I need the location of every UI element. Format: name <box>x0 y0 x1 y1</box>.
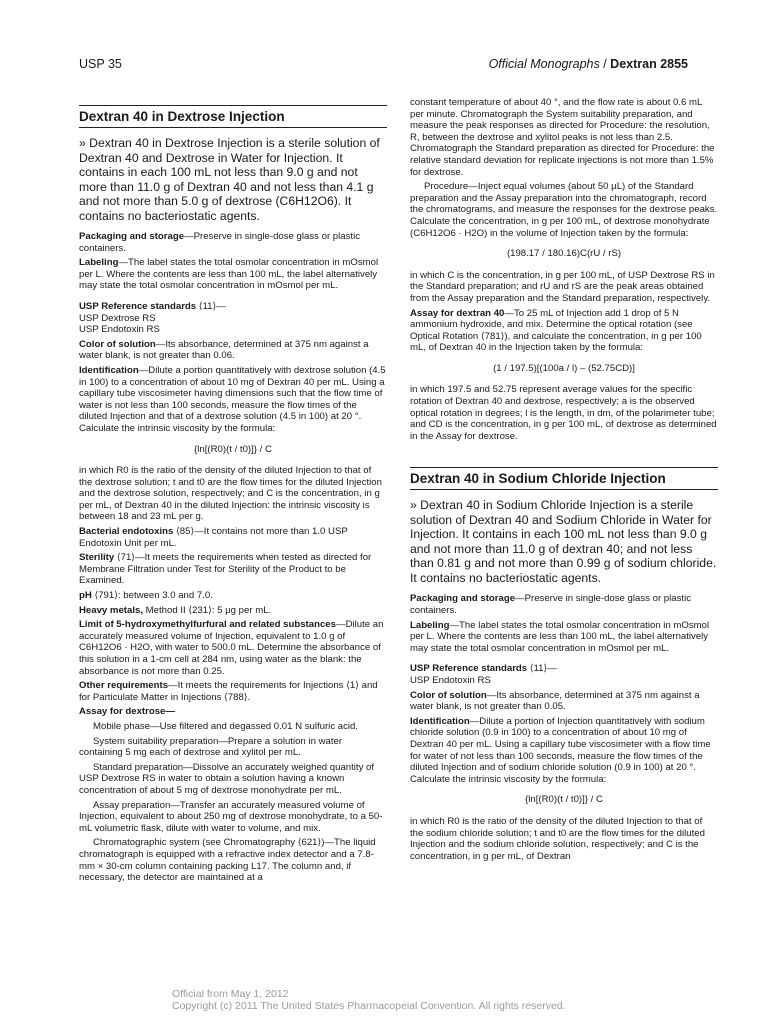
standard-preparation: Standard preparation—Dissolve an accurately weighed quantity of USP Dextrose RS in water to obtain a solution having a known concentration of about 5 mg of dextrose monohydrate per mL. <box>79 761 375 796</box>
bacterial-endotoxins: Bacterial endotoxins ⟨85⟩—It contains not more than 1.0 USP Endotoxin Unit per mL. <box>79 526 348 549</box>
dextrose-formula-explanation: in which C is the concentration, in g per 100 mL, of USP Dextrose RS in the Standard preparation; and rU and rS are the peak areas obtained from the Assay preparation and the Standard preparation, respectively. <box>410 269 715 304</box>
header-section: Official Monographs <box>488 57 600 71</box>
right-column <box>410 97 718 865</box>
running-header-left: USP 35 <box>79 57 122 71</box>
dextrose-formula: (198.17 / 180.16)C(rU / rS) <box>506 248 622 260</box>
assay-dextrose-heading: Assay for dextrose— <box>79 706 175 718</box>
formula-explanation: in which R0 is the ratio of the density of the diluted Injection to that of the dextrose solution; t and t0 are the flow times for the diluted Injection and the dextrose solution, respectively; and C is the concentration, in g per mL, of Dextran 40 in the diluted Injection: the intrinsic viscosity is between 18 and 23 mL per g. <box>79 465 382 523</box>
mobile-phase: Mobile phase—Use filtered and degassed 0.01 N sulfuric acid. <box>93 720 359 732</box>
identification-2: Identification—Dilute a portion of Injection quantitatively with sodium chloride solution (0.9 in 100) to a concentration of about 10 mg of Dextran 40 per mL. Using a capillary tube viscosimeter with a flow time for water of not less than 100 seconds, measure the flow times of the diluted Injection and of sodium chloride solution (0.9 in 100) at 20 °. Calculate the intrinsic viscosity by the formula: <box>410 715 711 785</box>
labeling: Labeling—The label states the total osmolar concentration in mOsmol per L. Where the contents are less than 100 mL, the label alternatively may state the total osmolar concentration in mOsmol per mL. <box>79 257 379 292</box>
chromatography-continued: constant temperature of about 40 °, and the flow rate is about 0.6 mL per minute. Chromatograph the System suitability preparation, and measure the peak responses as directed for Procedure: the resolution, R, between the dextrose and xylitol peaks is not less than 2.5. Chromatograph the Standard preparation as directed for Procedure: the relative standard deviation for replicate injections is not more than 1.5% for dextrose. <box>410 97 715 178</box>
monograph-intro-2: » Dextran 40 in Sodium Chloride Injection is a sterile solution of Dextran 40 and Sodium Chloride in Water for Injection. It contains in each 100 mL not less than 9.0 g and not more than 11.0 g of dextran 40; and not less than 0.81 g and not more than 0.99 g of sodium chloride. It contains no bacteriostatic agents. <box>410 498 717 585</box>
packaging-storage: Packaging and storage—Preserve in single-dose glass or plastic containers. <box>79 231 360 254</box>
dextran-formula-explanation: in which 197.5 and 52.75 represent average values for the specific rotation of Dextran 40 and dextrose, respectively; a is the observed optical rotation in degrees; l is the length, in dm, of the polarimeter tube; and CD is the concentration, in g per 100 mL, of dextrose as determined in the Assay for dextrose. <box>410 384 717 442</box>
monograph-title-2: Dextran 40 in Sodium Chloride Injection <box>410 471 666 487</box>
viscosity-formula: {ln[(R0)(t / t0)]} / C <box>194 443 272 455</box>
packaging-storage-2: Packaging and storage—Preserve in single-dose glass or plastic containers. <box>410 593 691 617</box>
title-rule <box>79 105 387 106</box>
heavy-metals: Heavy metals, Method II ⟨231⟩: 5 µg per mL. <box>79 604 272 616</box>
identification: Identification—Dilute a portion quantitatively with dextrose solution (4.5 in 100) to a concentration of about 10 mg of Dextran 40 per mL. Using a capillary tube viscosimeter having dimensions such that the flow time of water is not less than 100 seconds, measure the flow times of the diluted Injection and that of a dextrose solution (4.5 in 100) at 20 °. Calculate the intrinsic viscosity by the formula: <box>79 364 386 434</box>
limit-hmf: Limit of 5-hydroxymethylfurfural and related substances—Dilute an accurately measured volume of Injection, equivalent to 1.0 g of C6H12O6 · H2O, with water to 500.0 mL. Determine the absorbance of this solution in a 1-cm cell at 284 nm, using water as the blank: the absorbance is not more than 0.25. <box>79 619 384 677</box>
assay-dextran-40: Assay for dextran 40—To 25 mL of Injection add 1 drop of 5 N ammonium hydroxide, and mix. Determine the optical rotation (see Optical Rotation ⟨781⟩), and calculate the concentration, in g per 100 mL, of Dextran 40 in the Injection taken by the formula: <box>410 307 702 354</box>
formula-explanation-2: in which R0 is the ratio of the density of the diluted Injection to that of the sodium chloride solution; t and t0 are the flow times for the diluted Injection and the sodium chloride solution, respectively; and C is the concentration, in g per mL, of Dextran <box>410 815 705 862</box>
labeling-2: Labeling—The label states the total osmolar concentration in mOsmol per L. Where the contents are less than 100 mL, the label alternatively may state the total osmolar concentration in mOsmol per mL. <box>410 619 710 654</box>
sterility: Sterility ⟨71⟩—It meets the requirements when tested as directed for Membrane Filtration under Test for Sterility of the Product to be Examined. <box>79 552 372 587</box>
color-of-solution-2: Color of solution—Its absorbance, determined at 375 nm against a water blank, is not greater than 0.05. <box>410 689 700 713</box>
title-rule-2 <box>410 467 718 468</box>
assay-preparation: Assay preparation—Transfer an accurately measured volume of Injection, equivalent to about 250 mg of dextrose monohydrate, to a 50-mL volumetric flask, dilute with water to volume, and mix. <box>79 799 383 834</box>
chromatographic-system: Chromatographic system (see Chromatography ⟨621⟩)—The liquid chromatograph is equipped with a refractive index detector and a 7.8-mm × 30-cm column containing packing L17. The column and, if necessary, the detector are maintained at a <box>79 837 376 884</box>
left-column <box>79 97 387 887</box>
copyright-footer: Official from May 1, 2012 Copyright (c) 2011 The United States Pharmacopeial Convention. All rights reserved. <box>172 988 566 1012</box>
reference-standards-2: USP Reference standards ⟨11⟩— USP Endotoxin RS <box>410 663 557 686</box>
reference-standards: USP Reference standards ⟨11⟩— USP Dextrose RS USP Endotoxin RS <box>79 300 226 336</box>
color-of-solution: Color of solution—Its absorbance, determined at 375 nm against a water blank, is not greater than 0.06. <box>79 338 369 362</box>
procedure: Procedure—Inject equal volumes (about 50 µL) of the Standard preparation and the Assay preparation into the chromatograph, record the chromatograms, and measure the responses for the dextrose peaks. Calculate the concentration, in g per 100 mL, of dextrose monohydrate (C6H12O6 · H2O) in the volume of Injection taken by the formula: <box>410 181 718 239</box>
monograph-intro: » Dextran 40 in Dextrose Injection is a sterile solution of Dextran 40 and Dextrose in Water for Injection. It contains in each 100 mL not less than 9.0 g and not more than 11.0 g of Dextran 40 and not less than 4.1 g and not more than 5.0 g of dextrose (C6H12O6). It contains no bacteriostatic agents. <box>79 136 380 223</box>
system-suitability: System suitability preparation—Prepare a solution in water containing 5 mg each of dextrose and xylitol per mL. <box>79 735 343 759</box>
ph: pH ⟨791⟩: between 3.0 and 7.0. <box>79 590 213 602</box>
header-separator: / <box>599 57 611 71</box>
dextran-formula: (1 / 197.5)[(100a / l) – (52.75CD)] <box>493 362 635 374</box>
running-header-right <box>489 57 688 71</box>
title-underline <box>79 127 387 128</box>
header-page: Dextran 2855 <box>610 57 688 71</box>
viscosity-formula-2: {ln[(R0)(t / t0)]} / C <box>525 794 603 806</box>
monograph-title: Dextran 40 in Dextrose Injection <box>79 109 285 124</box>
title-underline-2 <box>410 489 718 490</box>
other-requirements: Other requirements—It meets the requirements for Injections ⟨1⟩ and for Particulate Matter in Injections ⟨788⟩. <box>79 680 378 703</box>
